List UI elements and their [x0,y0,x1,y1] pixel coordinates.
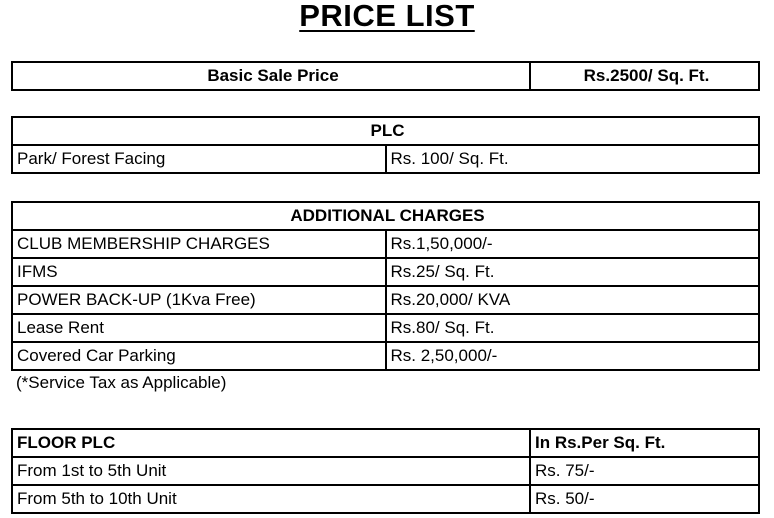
table-row [12,62,759,90]
table-row [12,457,759,485]
plc-header: PLC [12,117,759,145]
row-value: Rs. 100/ Sq. Ft. [386,145,760,173]
table-header-row [12,202,759,230]
floor-plc-header: FLOOR PLC [12,429,530,457]
table-row [12,286,759,314]
row-value: Rs.20,000/ KVA [386,286,760,314]
row-value: Rs. 75/- [530,457,759,485]
table-row [12,145,759,173]
row-label: Park/ Forest Facing [12,145,386,173]
table-header-row [12,429,759,457]
floor-plc-table [11,428,760,514]
row-label: From 1st to 5th Unit [12,457,530,485]
row-label: CLUB MEMBERSHIP CHARGES [12,230,386,258]
additional-charges-header: ADDITIONAL CHARGES [12,202,759,230]
additional-charges-table [11,201,760,371]
basic-price-value: Rs.2500/ Sq. Ft. [530,62,759,90]
table-header-row [12,117,759,145]
basic-price-table [11,61,760,91]
row-label: Lease Rent [12,314,386,342]
page-title: PRICE LIST [299,0,475,33]
service-tax-note: (*Service Tax as Applicable) [16,373,227,392]
floor-plc-unit-header: In Rs.Per Sq. Ft. [530,429,759,457]
row-value: Rs.1,50,000/- [386,230,760,258]
row-value: Rs.25/ Sq. Ft. [386,258,760,286]
table-row [12,230,759,258]
basic-price-label: Basic Sale Price [12,62,530,90]
row-value: Rs. 50/- [530,485,759,513]
table-row [12,342,759,370]
row-value: Rs.80/ Sq. Ft. [386,314,760,342]
row-value: Rs. 2,50,000/- [386,342,760,370]
row-label: IFMS [12,258,386,286]
row-label: Covered Car Parking [12,342,386,370]
row-label: From 5th to 10th Unit [12,485,530,513]
row-label: POWER BACK-UP (1Kva Free) [12,286,386,314]
table-row [12,485,759,513]
table-row [12,314,759,342]
table-row [12,258,759,286]
plc-table [11,116,760,174]
